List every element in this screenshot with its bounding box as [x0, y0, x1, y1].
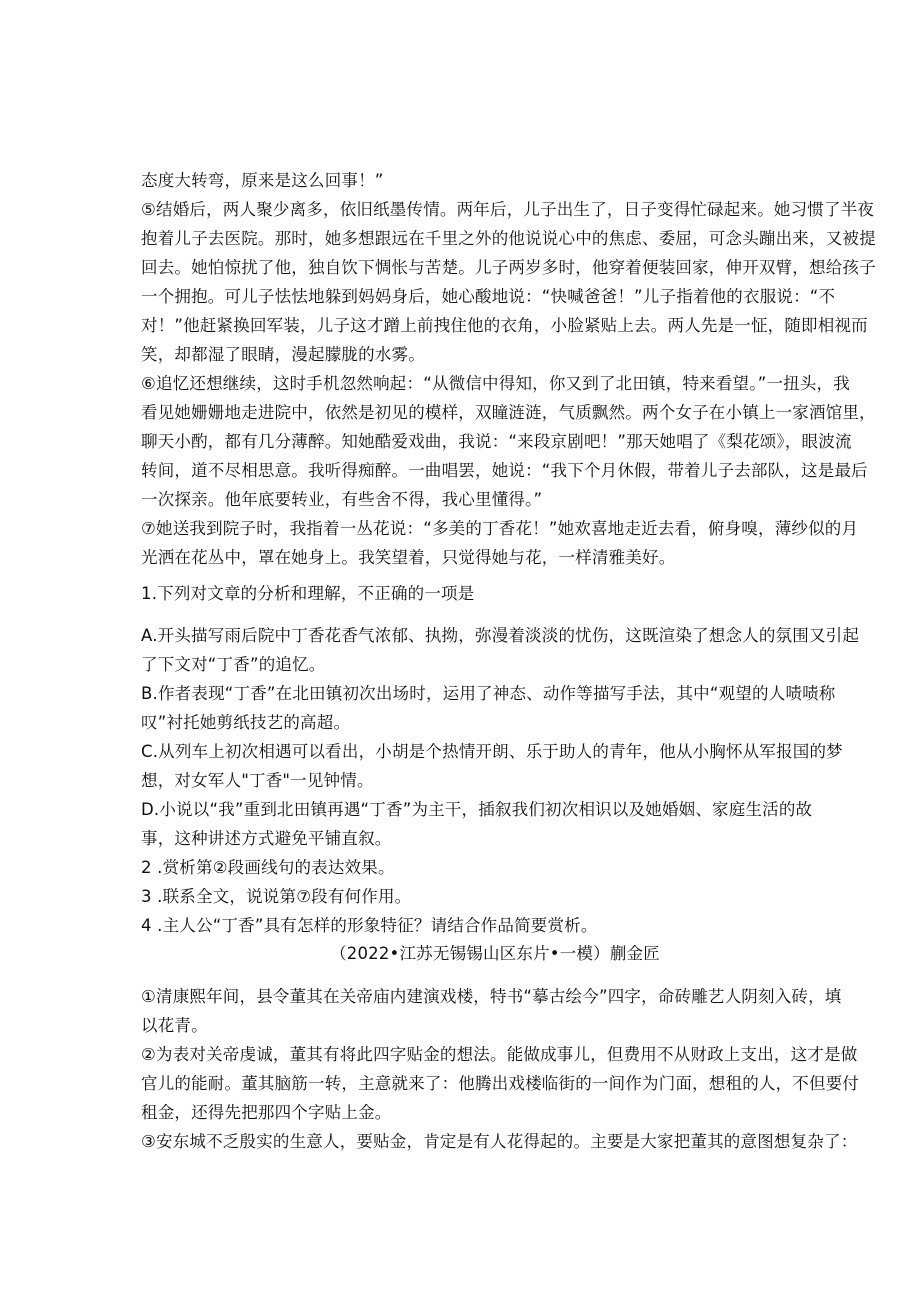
- paragraph-7-line: 光洒在花丛中，罩在她身上。我笑望着，只觉得她与花，一样清雅美好。: [141, 548, 676, 567]
- option-c-line: C.从列车上初次相遇可以看出，小胡是个热情开朗、乐于助人的青年，他从小胸怀从军报国的梦: [141, 742, 843, 761]
- paragraph-6-line: 一次探亲。他年底要转业，有些舍不得，我心里懂得。”: [141, 490, 543, 509]
- paragraph-5-line: 笑，却都湿了眼睛，漫起朦胧的水雾。: [141, 345, 425, 364]
- question-1: 1.下列对文章的分析和理解，不正确的一项是: [141, 584, 475, 603]
- option-d-line: D.小说以“我”重到北田镇再遇“丁香”为主干，插叙我们初次相识以及她婚姻、家庭生活的故: [141, 800, 813, 819]
- article-paragraph-2-line: 官儿的能耐。董其脑筋一转，主意就来了：他腾出戏楼临街的一间作为门面，想租的人，不但要付: [141, 1074, 860, 1093]
- paragraph-7-line: ⑦她送我到院子时，我指着一丛花说：“多美的丁香花！”她欢喜地走近去看，俯身嗅，薄纱似的月: [141, 519, 859, 538]
- article-heading: （2022•江苏无锡锡山区东片•一模）蒯金匠: [330, 944, 660, 963]
- question-2: 2 .赏析第②段画线句的表达效果。: [141, 858, 395, 877]
- article-paragraph-1-line: 以花青。: [141, 1016, 208, 1035]
- paragraph-6-line: 聊天小酌，都有几分薄醉。知她酷爱戏曲，我说：“来段京剧吧！”那天她唱了《梨花颂》，眼波流: [141, 432, 852, 451]
- paragraph-6-line: 转间，道不尽相思意。我听得痴醉。一曲唱罢，她说：“我下个月休假，带着儿子去部队，这是最后: [141, 461, 868, 480]
- option-a-line: 了下文对“丁香”的追忆。: [141, 655, 326, 674]
- question-4: 4 .主人公“丁香”具有怎样的形象特征？请结合作品简要赏析。: [141, 916, 598, 935]
- option-d-line: 事，这种讲述方式避免平铺直叙。: [141, 829, 392, 848]
- paragraph-6-line: ⑥追忆还想继续，这时手机忽然响起：“从微信中得知，你又到了北田镇，特来看望。”一扭头，我: [141, 374, 850, 393]
- article-paragraph-2-line: ②为表对关帝虔诚，董其有将此四字贴金的想法。能做成事儿，但费用不从财政上支出，这才是做: [141, 1045, 858, 1064]
- article-paragraph-3-line: ③安东城不乏殷实的生意人，要贴金，肯定是有人花得起的。主要是大家把董其的意图想复杂了：: [141, 1132, 858, 1151]
- passage-line: 态度大转弯，原来是这么回事！”: [141, 171, 384, 190]
- article-paragraph-2-line: 租金，还得先把那四个字贴上金。: [141, 1103, 392, 1122]
- question-3: 3 .联系全文，说说第⑦段有何作用。: [141, 887, 412, 906]
- paragraph-5-line: 抱着儿子去医院。那时，她多想跟远在千里之外的他说说心中的焦虑、委屈，可念头蹦出来，又被提: [141, 229, 876, 248]
- option-a-line: A.开头描写雨后院中丁香花香气浓郁、执拗，弥漫着淡淡的忧伤，这既渲染了想念人的氛围又引起: [141, 626, 860, 645]
- paragraph-6-line: 看见她姗姗地走进院中，依然是初见的模样，双瞳涟涟，气质飘然。两个女子在小镇上一家酒馆里，: [141, 403, 876, 422]
- paragraph-5-line: 一个拥抱。可儿子怯怯地躲到妈妈身后，她心酸地说：“快喊爸爸！”儿子指着他的衣服说：“不: [141, 287, 836, 306]
- option-b-line: B.作者表现“丁香”在北田镇初次出场时，运用了神态、动作等描写手法，其中“观望的人啧啧称: [141, 684, 836, 703]
- paragraph-5-line: 回去。她怕惊扰了他，独自饮下惆怅与苦楚。儿子两岁多时，他穿着便装回家，伸开双臂，想给孩子: [141, 258, 876, 277]
- option-b-line: 叹”衬托她剪纸技艺的高超。: [141, 713, 351, 732]
- option-c-line: 想，对女军人"丁香"一见钟情。: [141, 771, 374, 790]
- paragraph-5-line: 对！”他赶紧换回军装，儿子这才蹭上前拽住他的衣角，小脸紧贴上去。两人先是一怔，随即相视而: [141, 316, 868, 335]
- article-paragraph-1-line: ①清康熙年间，县令董其在关帝庙内建演戏楼，特书“摹古绘今”四字，命砖雕艺人阴刻入砖，填: [141, 987, 842, 1006]
- paragraph-5-line: ⑤结婚后，两人聚少离多，依旧纸墨传情。两年后，儿子出生了，日子变得忙碌起来。她习惯了半夜: [141, 200, 875, 219]
